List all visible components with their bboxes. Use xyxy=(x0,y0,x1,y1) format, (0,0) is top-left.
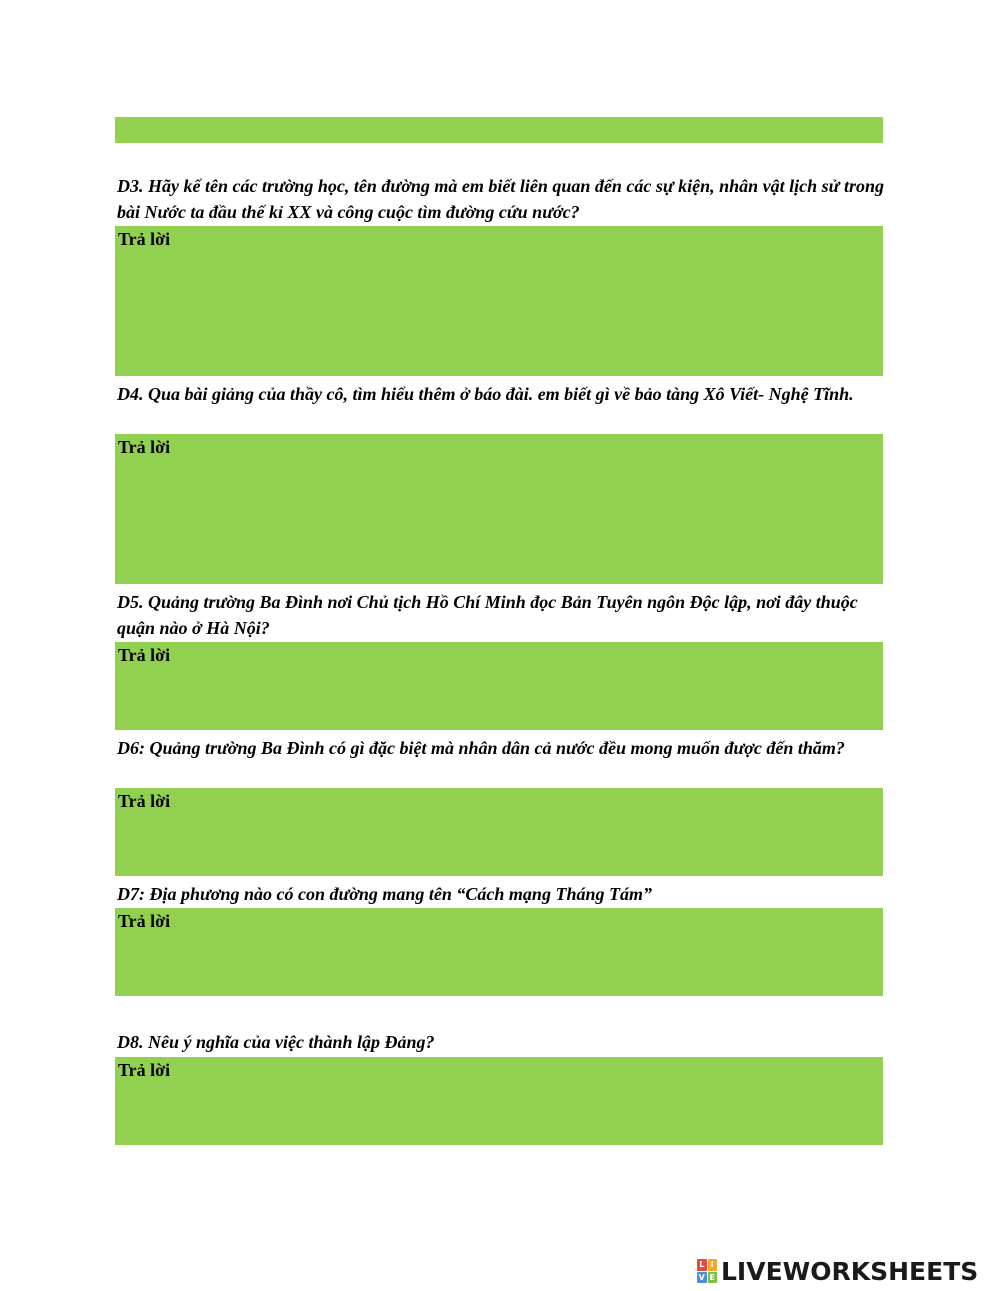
answer-box-d8[interactable] xyxy=(115,1057,883,1145)
question-d3: D3. Hãy kể tên các trường học, tên đường mà em biết liên quan đến các sự kiện, nhân vật lịch sử trong bài Nước ta đầu thế kỉ XX và công cuộc tìm đường cứu nước? xyxy=(117,176,884,222)
question-d4: D4. Qua bài giảng của thầy cô, tìm hiểu thêm ở báo đài. em biết gì về bảo tàng Xô Viết- Nghệ Tĩnh. xyxy=(117,384,854,404)
answer-label: Trả lời xyxy=(118,911,171,931)
answer-label: Trả lời xyxy=(118,229,171,249)
logo-mark-letter: V xyxy=(698,1272,705,1282)
question-d8: D8. Nêu ý nghĩa của việc thành lập Đảng? xyxy=(117,1032,435,1052)
logo-mark-icon xyxy=(697,1259,717,1283)
logo-mark-letter: E xyxy=(708,1272,718,1284)
answer-box-d5[interactable] xyxy=(115,642,883,730)
answer-box-previous[interactable] xyxy=(115,117,883,143)
answer-box-d6[interactable] xyxy=(115,788,883,876)
question-d6: D6: Quảng trường Ba Đình có gì đặc biệt mà nhân dân cả nước đều mong muốn được đến thăm? xyxy=(117,738,845,758)
answer-box-d3[interactable] xyxy=(115,226,883,376)
answer-label: Trả lời xyxy=(118,645,171,665)
answer-box-d7[interactable] xyxy=(115,908,883,996)
question-d7: D7: Địa phương nào có con đường mang tên “Cách mạng Tháng Tám” xyxy=(117,884,652,904)
answer-box-d4[interactable] xyxy=(115,434,883,584)
logo-mark-letter: I xyxy=(708,1259,718,1271)
answer-label: Trả lời xyxy=(118,791,171,811)
logo-text: LIVEWORKSHEETS xyxy=(721,1256,979,1286)
answer-label: Trả lời xyxy=(118,437,171,457)
liveworksheets-logo xyxy=(697,1256,978,1286)
question-d5: D5. Quảng trường Ba Đình nơi Chủ tịch Hồ Chí Minh đọc Bản Tuyên ngôn Độc lập, nơi đây thuộc quận nào ở Hà Nội? xyxy=(117,592,858,638)
answer-label: Trả lời xyxy=(118,1060,171,1080)
logo-mark-letter: L xyxy=(697,1259,707,1271)
